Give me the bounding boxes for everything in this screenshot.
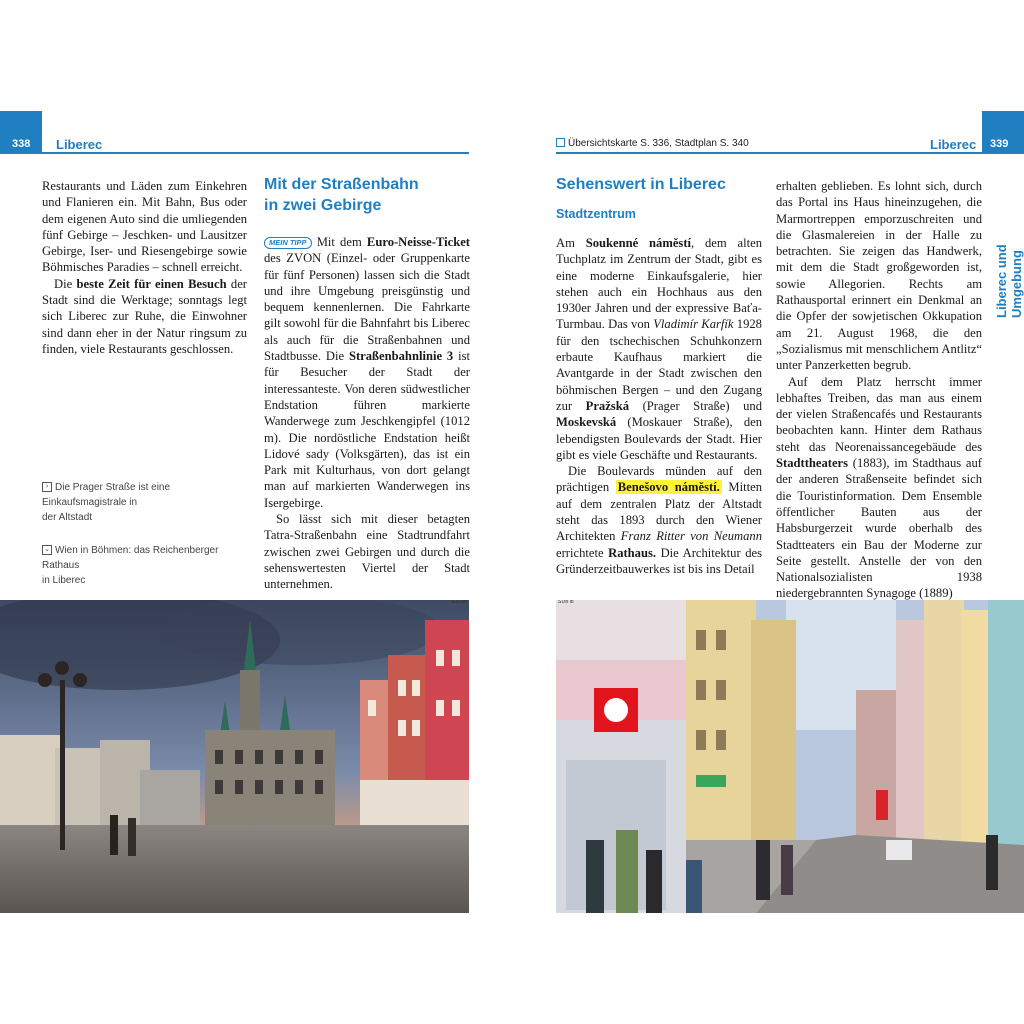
page-number-right: 339 xyxy=(982,111,1024,154)
header-rule-right xyxy=(556,152,982,154)
left-column-1 xyxy=(42,178,247,357)
page-number-left: 338 xyxy=(0,111,42,154)
paragraph: erhalten geblieben. Es lohnt sich, durch das Portal ins Haus hineinzugehen, die Marmortreppen emporzuschreiten und die Glasmalereien in der Halle zu betrachten. Sie zeigen das Handwerk, mit dem die Stadt großgeworden ist, sowie Allegorien. Rechts am Rathausportal erinnert ein Denkmal an die Opfer der sowjetischen Okkupation am 21. August 1968, die den „Sozialismus mit menschlichem Antlitz“ unter Panzerketten begrub. xyxy=(776,179,982,373)
tram-text xyxy=(264,234,470,593)
paragraph: Restaurants und Läden zum Einkehren und Flanieren ein. Mit Bahn, Bus oder dem eigenen Auto sind die umliegenden fünf Gebirge – Jeschken- und Lausitzer Gebirge, Iser- und Riesengebirge sowie Böhmisches Paradies – schnell erreicht. xyxy=(42,179,247,275)
running-head-left: Liberec xyxy=(56,137,103,152)
arrow-right-icon: › xyxy=(42,482,52,492)
sights-text xyxy=(556,235,762,577)
paragraph: So lässt sich mit dieser betagten Tatra-Straßenbahn eine Stadtrundfahrt zwischen zwei Gebirgen und durch die sehenswertesten Viertel der Stadt unternehmen. xyxy=(264,512,470,592)
paragraph: MEIN TIPP Mit dem Euro-Neisse-Ticket des ZVON (Einzel- oder Gruppenkarte für fünf Personen) lassen sich die Stadt und ihre Umgebung preisgünstig und bequem kennenlernen. Die Fahrkarte gilt sowohl für die Bahnfahrt bis Liberec als auch für die Straßenbahnen und Stadtbusse. Die Straßenbahnlinie 3 ist für Besucher der Stadt der interessanteste. Von deren südwestlicher Endstation führen markierte Wanderwege zum Jeschkengipfel (1012 m). Die nordöstliche Endstation heißt Lidové sady (Volksgärten), das ist ein Park mit Kulturhaus, von dort gelangt man auf markierten Wanderwegen ins Isergebirge. xyxy=(264,235,470,510)
street-illustration xyxy=(556,600,1024,913)
highlighted-place-name: Benešovo náměstí. xyxy=(617,480,720,495)
section-heading: Sehenswert in Liberec xyxy=(556,176,726,193)
paragraph: Auf dem Platz herrscht immer lebhaftes Treiben, das man aus einem der vielen Straßencafés und Restaurants beobachten kann. Hinter dem Rathaus steht das Neorenaissancegebäude des Stadttheaters (1883), im Stadthaus auf der anderen Straßenseite befindet sich die Touristinformation. Dem Ensemble öffentlicher Bauten aus der Habsburgerzeit wurde oberhalb des Stadtteaters ein Bau der Moderne zur Seite gestellt. Anstelle der von den Nationalsozialisten 1938 niedergebrannten Synagoge (1889) xyxy=(776,374,982,601)
photo-credit: S16olb xyxy=(451,600,467,605)
photo-town-hall xyxy=(0,600,469,913)
chapter-side-tab: Liberec und Umgebung xyxy=(994,244,1024,318)
paragraph: Die beste Zeit für einen Besuch der Stadt sind die Werktage; sonntags legt sich Liberec zur Ruhe, die Einwohner sind dann eher in der Natur ringsum zu finden, viele Restaurants geschlossen. xyxy=(42,276,247,356)
left-column-2 xyxy=(264,174,470,593)
town-hall-illustration xyxy=(0,600,469,913)
photo-shopping-street xyxy=(556,600,1024,913)
right-column-1 xyxy=(556,174,762,577)
map-reference: Übersichtskarte S. 336, Stadtplan S. 340 xyxy=(556,138,749,149)
paragraph: Die Boulevards münden auf den prächtigen Benešovo náměstí. Mitten auf dem zentralen Platz der Altstadt steht das 1893 durch den Wiener Architekten Franz Ritter von Neumann errichtete Rathaus. Die Architektur des Gründerzeitbauwerkes ist bis ins Detail xyxy=(556,464,763,576)
arrow-down-icon: ⌄ xyxy=(42,545,52,555)
paragraph: Am Soukenné náměstí, dem alten Tuchplatz im Zentrum der Stadt, gibt es eine moderne Einkaufsgalerie, hier stehen auch ein Hochhaus aus den 1930er Jahren und der expressive Baťa-Turmbau. Das von Vladimír Karfík 1928 für den tschechischen Schuhkonzern erbaute Kaufhaus markiert die Avantgarde in der Stadt zwischen den böhmischen Bergen – und den Zugang zur Pražská (Prager Straße) und Moskevská (Moskauer Straße), den lebendigsten Boulevards der Stadt. Hier gibt es viele Geschäfte und Restaurants. xyxy=(556,236,762,462)
photo-credit: S1to lb xyxy=(558,600,574,605)
subheading: Stadtzentrum xyxy=(556,207,636,221)
running-head-right: Liberec xyxy=(930,137,977,152)
photo-caption-2: ⌄ Wien in Böhmen: das Reichenberger Rathaus in Liberec xyxy=(42,545,219,586)
header-rule-left xyxy=(42,152,469,154)
map-square-icon xyxy=(556,138,565,147)
mein-tipp-badge: MEIN TIPP xyxy=(264,237,312,249)
right-column-2 xyxy=(776,178,982,602)
section-heading: Mit der Straßenbahn in zwei Gebirge xyxy=(264,176,419,214)
photo-caption-1: › Die Prager Straße ist eine Einkaufsmagistrale in der Altstadt xyxy=(42,482,171,523)
